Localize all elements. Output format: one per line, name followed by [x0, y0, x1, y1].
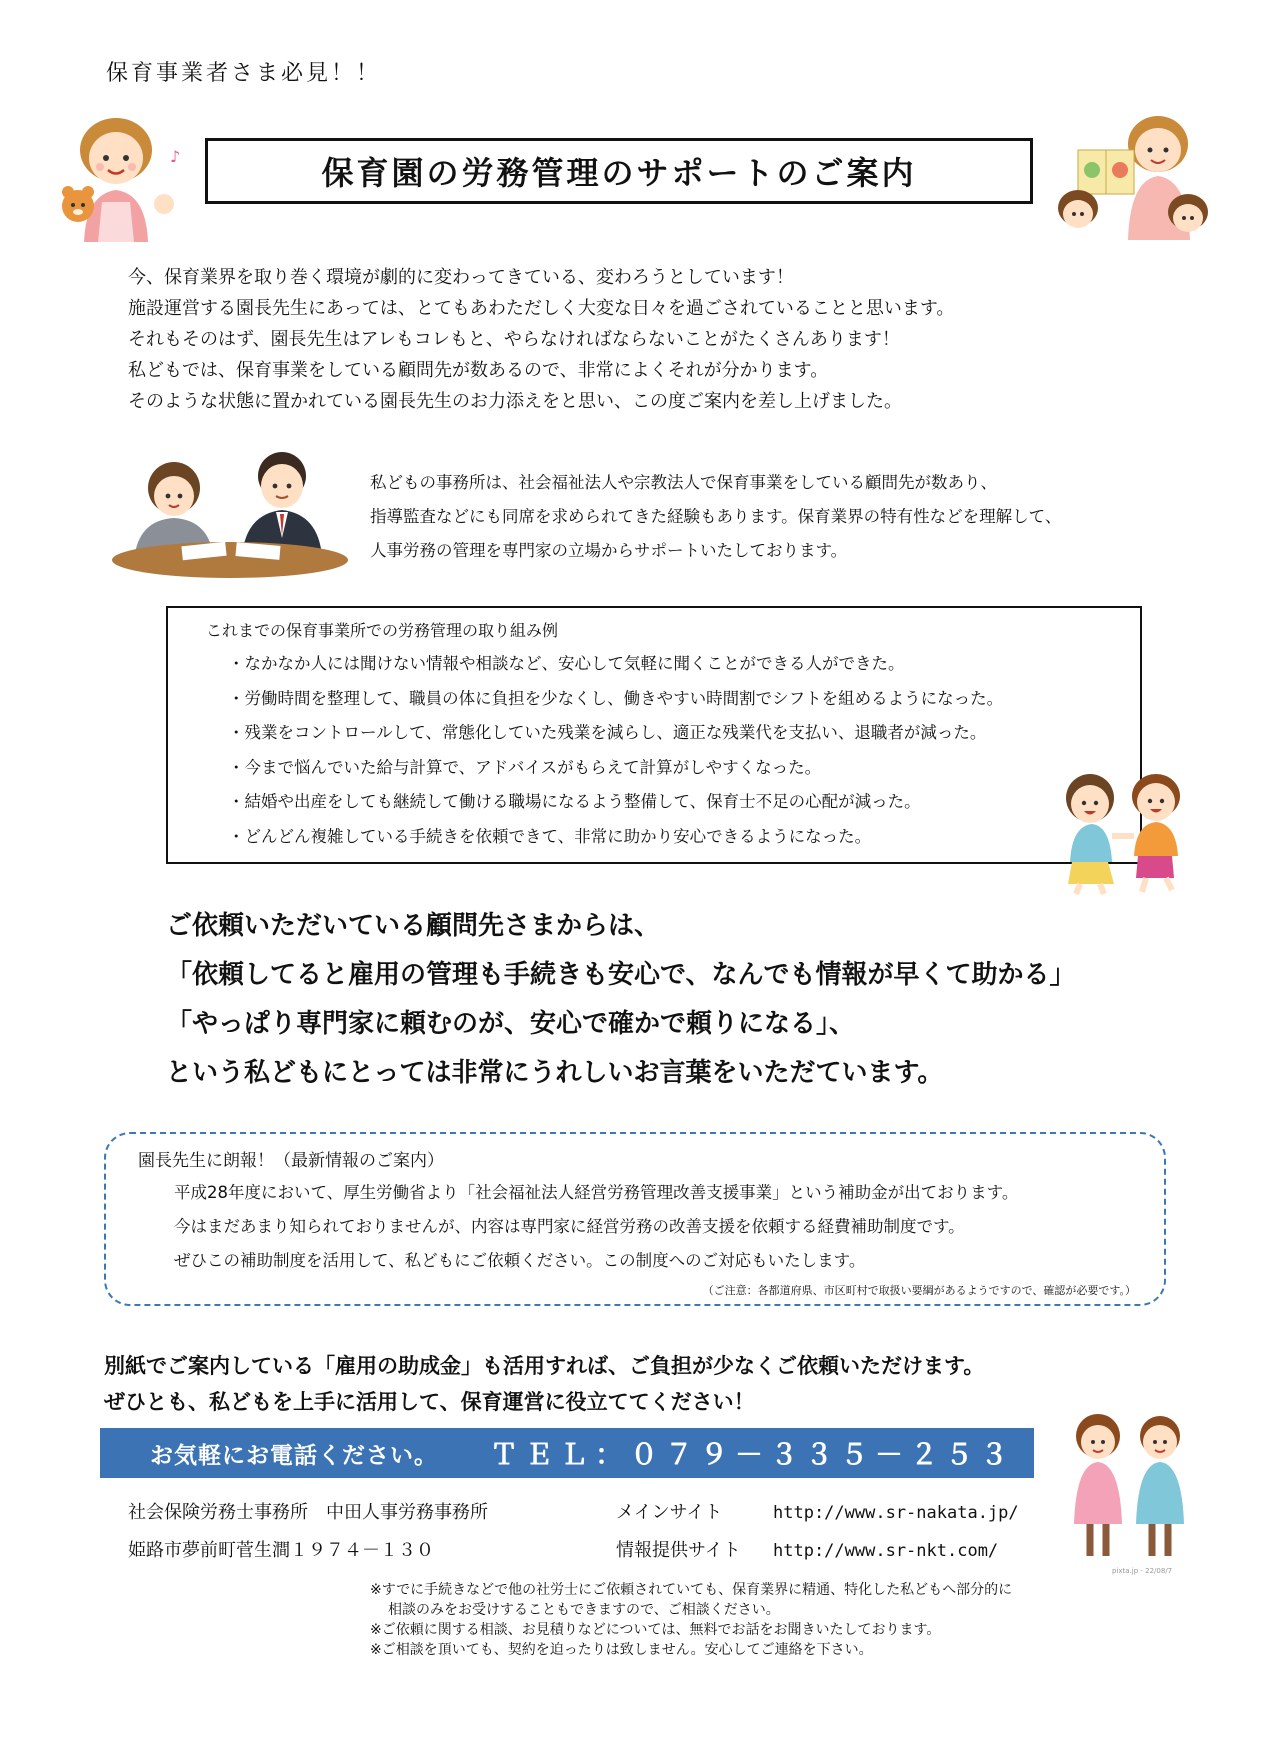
example-item: ・結婚や出産をしても継続して働ける職場になるよう整備して、保育士不足の心配が減った。 [228, 792, 921, 811]
office-line: 指導監査などにも同席を求められてきた経験もあります。保育業界の特有性などを理解して、 [370, 507, 1062, 526]
example-item: ・残業をコントロールして、常態化していた残業を減らし、適正な残業代を支払い、退職者が減った。 [228, 723, 987, 742]
customer-quotes [166, 902, 1246, 1098]
news-item: 平成28年度において、厚生労働省より「社会福祉法人経営労務管理改善支援事業」という補助金が出ております。 [174, 1183, 1019, 1202]
footer-contact-info [128, 1494, 1019, 1570]
quote-line: 「依頼してると雇用の管理も手続きも安心で、なんでも情報が早くて助かる」 [166, 960, 1076, 990]
footnote: 相談のみをお受けすることもできますので、ご相談ください。 [388, 1602, 780, 1618]
teacher-reading-to-children-illustration [1048, 110, 1218, 240]
footnote: ※すでに手続きなどで他の社労士にご依頼されていても、保育業界に精通、特化した私どもへ部分的に [370, 1582, 1013, 1598]
intro-line: そのような状態に置かれている園長先生のお力添えをと思い、この度ご案内を差し上げました。 [128, 391, 902, 412]
example-item: ・労働時間を整理して、職員の体に負担を少なくし、働きやすい時間割でシフトを組めるようになった。 [228, 688, 1004, 708]
info-site-label: 情報提供サイト [616, 1540, 741, 1561]
intro-paragraph [128, 262, 1188, 417]
business-meeting-illustration [112, 448, 348, 578]
quote-line: ご依頼いただいている顧問先さまからは、 [166, 911, 661, 941]
illustration-credit: pixta.jp - 22/08/7 [1112, 1567, 1173, 1575]
page-title: 保育園の労務管理のサポートのご案内 [321, 154, 917, 192]
footer-row [128, 1494, 1019, 1532]
title-box [205, 138, 1033, 204]
example-item: ・今まで悩んでいた給与計算で、アドバイスがもらえて計算がしやすくなった。 [228, 757, 822, 777]
phone-banner [100, 1428, 1034, 1478]
footnote: ※ご依頼に関する相談、お見積りなどについては、無料でお話をお聞きいたしております。 [370, 1622, 941, 1638]
examples-header: これまでの保育事業所での労務管理の取り組み例 [206, 621, 559, 640]
intro-line: それもそのはず、園長先生はアレもコレもと、やらなければならないことがたくさんあります！ [128, 329, 900, 350]
news-box [104, 1132, 1166, 1306]
main-site-label: メインサイト [616, 1502, 723, 1523]
footnote: ※ご相談を頂いても、契約を迫ったりは致しません。安心してご連絡を下さい。 [370, 1642, 873, 1658]
subsidy-line: ぜひとも、私どもを上手に活用して、保育運営に役立ててください！ [104, 1390, 755, 1414]
phone-number[interactable]: ＴＥＬ：０７９－３３５－２５３ [490, 1438, 1016, 1471]
office-line: 人事労務の管理を専門家の立場からサポートいたしております。 [370, 541, 848, 560]
office-introduction [370, 466, 1200, 568]
happy-children-illustration [1046, 766, 1206, 896]
pretitle: 保育事業者さま必見！！ [106, 61, 382, 86]
footnotes [370, 1580, 1012, 1660]
examples-box [166, 606, 1142, 864]
example-item: ・どんどん複雑している手続きを依頼できて、非常に助かり安心できるようになった。 [228, 826, 872, 846]
subsidy-line: 別紙でご案内している「雇用の助成金」も活用すれば、ご負担が少なくご依頼いただけます。 [104, 1354, 985, 1378]
example-item: ・なかなか人には聞けない情報や相談など、安心して気軽に聞くことができる人ができた。 [228, 654, 905, 673]
footer-row [128, 1532, 1019, 1570]
subsidy-callout [104, 1348, 1204, 1420]
quote-line: 「やっぱり専門家に頼むのが、安心で確かで頼りになる」、 [166, 1009, 856, 1039]
news-note: （ご注意：各都道府県、市区町村で取扱い要綱があるようですので、確認が必要です。） [702, 1284, 1136, 1297]
intro-line: 施設運営する園長先生にあっては、とてもあわただしく大変な日々を過ごされていることと思います。 [128, 298, 955, 319]
news-header: 園長先生に朗報！（最新情報のご案内） [138, 1151, 444, 1171]
info-site-link[interactable]: http://www.sr-nkt.com/ [773, 1541, 999, 1561]
teacher-with-puppet-illustration [56, 110, 196, 244]
call-prompt: お気軽にお電話ください。 [150, 1442, 438, 1469]
main-site-link[interactable]: http://www.sr-nakata.jp/ [773, 1503, 1019, 1523]
news-item: ぜひこの補助制度を活用して、私どもにご依頼ください。この制度へのご対応もいたします。 [174, 1251, 866, 1270]
childcare-staff-illustration [1060, 1406, 1200, 1564]
office-line: 私どもの事務所は、社会福祉法人や宗教法人で保育事業をしている顧問先が数あり、 [370, 473, 997, 492]
svg-text:♪: ♪ [170, 147, 181, 166]
news-item: 今はまだあまり知られておりませんが、内容は専門家に経営労務の改善支援を依頼する経費補助制度です。 [174, 1217, 965, 1236]
intro-line: 今、保育業界を取り巻く環境が劇的に変わってきている、変わろうとしています！ [128, 267, 794, 288]
office-address: 姫路市夢前町菅生澗１９７４－１３０ [128, 1540, 434, 1561]
quote-line: という私どもにとっては非常にうれしいお言葉をいただています。 [166, 1058, 944, 1088]
intro-line: 私どもでは、保育事業をしている顧問先が数あるので、非常によくそれが分かります。 [128, 360, 829, 381]
office-name: 社会保険労務士事務所 中田人事労務事務所 [128, 1502, 488, 1523]
